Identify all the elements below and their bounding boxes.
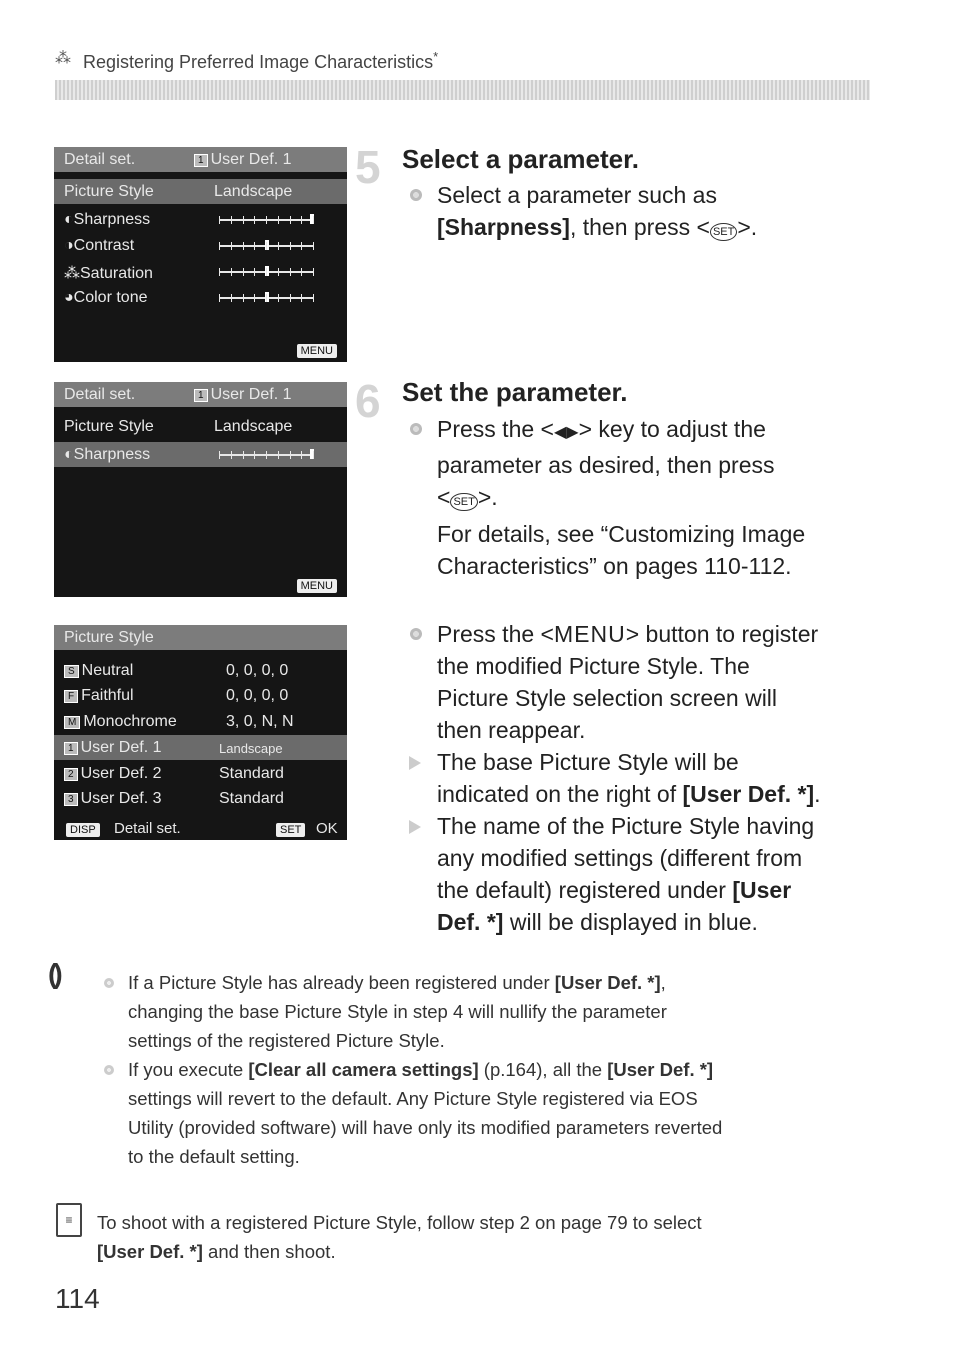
bullet-icon <box>410 423 422 435</box>
style-badge-icon: 1 <box>64 742 78 755</box>
screen-title-row: Detail set. 1 User Def. 1 <box>54 147 347 172</box>
style-row-monochrome: M Monochrome 3, 0, N, N <box>54 709 347 734</box>
param-row-sharpness: ◐Sharpness <box>54 207 347 232</box>
sharpness-icon: ◐ <box>64 211 74 228</box>
saturation-icon: ⁂ <box>64 265 80 282</box>
scale-tick <box>254 216 255 224</box>
scale-tick <box>313 451 314 459</box>
contrast-scale <box>219 245 314 247</box>
style-badge-icon: M <box>64 716 80 729</box>
step-number-6: 6 <box>355 375 381 427</box>
scale-tick <box>278 216 279 224</box>
style-row-user-def-2: 2 User Def. 2 Standard <box>54 761 347 786</box>
scale-tick <box>301 451 302 459</box>
left-right-arrows-icon: ◀▶ <box>553 424 579 441</box>
scale-tick <box>243 216 244 224</box>
scale-tick <box>278 294 279 302</box>
scale-tick <box>301 216 302 224</box>
lcd-screen-detail-set <box>54 147 347 362</box>
scale-tick <box>266 216 267 224</box>
step-5-title: Select a parameter. <box>402 144 640 174</box>
scale-tick <box>313 242 314 250</box>
sharpness-icon: ◐ <box>64 446 74 463</box>
style-badge-icon: 3 <box>64 793 78 806</box>
screen-title-row: Detail set. 1 User Def. 1 <box>54 382 347 407</box>
memo-note: To shoot with a registered Picture Style, follow step 2 on page 79 to select [User Def. *] and then shoot. <box>97 1212 702 1262</box>
scale-tick <box>301 242 302 250</box>
scale-tick <box>243 268 244 276</box>
scale-tick <box>243 451 244 459</box>
scale-tick <box>266 294 267 302</box>
scale-tick <box>231 451 232 459</box>
scale-tick <box>231 268 232 276</box>
scale-tick <box>313 294 314 302</box>
result-arrow-icon <box>409 756 421 770</box>
scale-tick <box>278 451 279 459</box>
scale-tick <box>301 268 302 276</box>
picture-style-row: Picture Style Landscape <box>64 418 293 435</box>
contrast-icon: ◑ <box>64 237 74 254</box>
page-number: 114 <box>55 1283 100 1314</box>
scale-tick <box>278 242 279 250</box>
register-text: Press the <MENU> button to register the modified Picture Style. The Picture Style selection screen will then reappear. <box>437 621 819 743</box>
scale-tick <box>266 451 267 459</box>
scale-tick <box>219 268 220 276</box>
caution-note-1: If a Picture Style has already been registered under [User Def. *], changing the base Picture Style in step 4 will nullify the parameter settings of the registered Picture Style. <box>128 972 667 1051</box>
caution-icon: () <box>48 958 59 989</box>
bullet-icon <box>410 628 422 640</box>
scale-tick <box>243 242 244 250</box>
scale-tick <box>290 294 291 302</box>
style-badge-icon: S <box>64 665 79 678</box>
style-badge-icon: 2 <box>64 768 78 781</box>
set-button-icon: SET <box>710 223 737 241</box>
section-header: Registering Preferred Image Characteristics* <box>83 49 439 72</box>
bullet-icon <box>104 1065 114 1075</box>
saturation-scale <box>219 271 314 273</box>
style-row-faithful: F Faithful 0, 0, 0, 0 <box>54 683 347 708</box>
scale-tick <box>219 294 220 302</box>
step-number-5: 5 <box>355 141 381 193</box>
detail-set-label: Detail set. <box>114 820 181 837</box>
base-style-text: The base Picture Style will be indicated on the right of [User Def. *]. <box>437 749 821 807</box>
bullet-icon <box>410 189 422 201</box>
header-bar <box>55 80 870 100</box>
picture-style-row: Picture Style Landscape <box>54 179 347 204</box>
style-row-neutral: S Neutral 0, 0, 0, 0 <box>54 658 347 683</box>
disp-key: DISP <box>66 823 100 837</box>
color-tone-scale <box>219 297 314 299</box>
param-row-sharpness: ◐Sharpness <box>54 442 347 467</box>
bullet-icon <box>104 978 114 988</box>
scale-tick <box>266 242 267 250</box>
modified-name-text: The name of the Picture Style having any modified settings (different from the default) registered under [User Def. *] will be displayed in blue. <box>437 813 815 935</box>
result-arrow-icon <box>409 820 421 834</box>
scale-tick <box>290 268 291 276</box>
step-6-title: Set the parameter. <box>402 377 628 407</box>
screen-title-row: Picture Style <box>54 625 347 650</box>
caution-note-2: If you execute [Clear all camera settings] (p.164), all the [User Def. *] settings will revert to the default. Any Picture Style registered via EOS Utility (provided software) will have only its modified parameters reverted to the default setting. <box>128 1059 723 1167</box>
step-5-text: Select a parameter such as [Sharpness], then press < SET >. <box>437 182 758 240</box>
scale-tick <box>254 294 255 302</box>
set-key: SET <box>276 823 305 837</box>
ok-label: OK <box>316 820 338 837</box>
lcd-screen-set-parameter <box>54 382 347 597</box>
scale-tick <box>243 294 244 302</box>
scale-tick <box>254 451 255 459</box>
scale-tick <box>254 242 255 250</box>
scale-tick <box>254 268 255 276</box>
color-tone-icon: ◕ <box>64 289 74 306</box>
scale-tick <box>219 451 220 459</box>
picture-style-icon: ⁂ <box>55 50 71 67</box>
param-row-color-tone: ◕Color tone <box>54 285 347 310</box>
scale-tick <box>301 294 302 302</box>
lcd-screen-picture-style <box>54 625 347 840</box>
scale-tick <box>278 268 279 276</box>
memo-icon: ≡ <box>56 1203 82 1237</box>
param-row-contrast: ◑Contrast <box>54 233 347 258</box>
scale-tick <box>231 216 232 224</box>
scale-tick <box>231 242 232 250</box>
scale-tick <box>219 242 220 250</box>
user-def-badge-icon: 1 <box>194 389 208 402</box>
menu-key: MENU <box>297 579 337 593</box>
user-def-badge-icon: 1 <box>194 154 208 167</box>
scale-tick <box>231 294 232 302</box>
scale-tick <box>313 268 314 276</box>
scale-tick <box>266 268 267 276</box>
style-badge-icon: F <box>64 690 78 703</box>
scale-tick <box>313 216 314 224</box>
param-row-saturation: ⁂Saturation <box>54 259 347 284</box>
scale-tick <box>290 242 291 250</box>
sharpness-scale <box>219 454 314 456</box>
style-row-user-def-1: 1 User Def. 1 Landscape <box>54 735 347 760</box>
sharpness-scale <box>219 219 314 221</box>
style-row-user-def-3: 3 User Def. 3 Standard <box>54 786 347 811</box>
scale-tick <box>290 216 291 224</box>
menu-key: MENU <box>297 344 337 358</box>
set-button-icon: SET <box>450 493 477 511</box>
scale-tick <box>219 216 220 224</box>
scale-tick <box>290 451 291 459</box>
step-6-text: Press the <◀▶> key to adjust the parameter as desired, then press < SET >. For details, see “Customizing Image Characteristics” on pages 110-112. <box>437 416 806 579</box>
